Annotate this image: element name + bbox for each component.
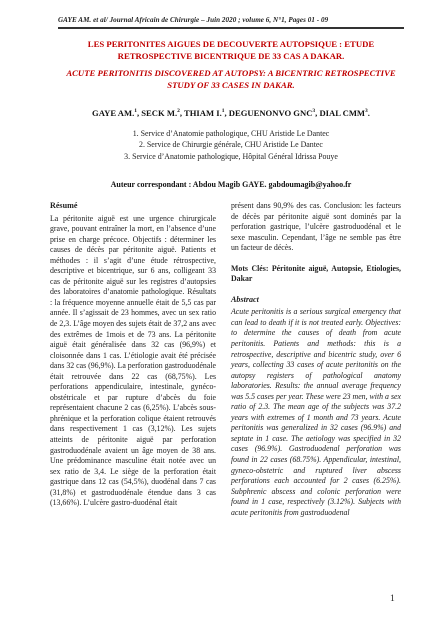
- author-list: GAYE AM.$^1$, SECK M.$^2$, THIAM I.$^1$, DEGUENONVO GNC$^3$, DIAL CMM$^3$.: [92, 108, 370, 118]
- author-affiliation-mark: 3: [312, 108, 316, 115]
- page-number: 1: [390, 594, 395, 604]
- abstract-text: Acute peritonitis is a serious surgical emergency that can lead to death if it is not treated early. Objectives: to determine the causes of death from acute peritonitis. Patients and methods: this is a retrospective, descriptive and bicentric study, over 6 years, collecting 33 cases of acute peritonitis on the autopsy registers of pathological anatomy laboratories. Results: the annual average frequency was 5.5 cases per year. These were 23 men, with a sex ratio of 2.3. The mean age of the subjects was 37.2 years with extremes of 1 month and 73 years. Acute peritonitis was generalized in 32 cases (96.9%) and septate in 1 case. The aetiology was specified in 32 cases (96.9%). Gastroduodenal perforation was found in 22 cases (68.75%). Appendicular, intestinal, gyneco-obstetric and ruptured liver abscess perforations each accounted for 2 cases (6.25%). Subphrenic abscess and colonic perforation were found in 1 case, respectively (3.12%). Subjects with acute peritonitis from gastroduodenal: [231, 307, 401, 517]
- title-english: ACUTE PERITONITIS DISCOVERED AT AUTOPSY: A BICENTRIC RETROSPECTIVE STUDY OF 33 CASES IN DAKAR.: [66, 68, 396, 90]
- affiliation-item: 1. Service d’Anatomie pathologique, CHU Aristide Le Dantec: [132, 129, 330, 138]
- affiliation-item: 2. Service de Chirurgie générale, CHU Aristide Le Dantec: [139, 140, 323, 150]
- left-column: [50, 201, 216, 611]
- author-name: THIAM I.: [184, 108, 222, 118]
- author-name: DEGUENONVO GNC: [228, 108, 313, 118]
- affiliation-list: [58, 128, 404, 162]
- running-header: GAYE AM. et al/ Journal Africain de Chirurgie – Juin 2020 ; volume 6, N°1, Pages 01 - 09: [58, 16, 329, 24]
- abstract-heading: Abstract: [231, 294, 259, 304]
- author-name: SECK M.: [141, 108, 178, 118]
- corresponding-author: Auteur correspondant : Abdou Magib GAYE. gabdoumagib@yahoo.fr: [110, 180, 352, 189]
- resume-heading: Résumé: [50, 201, 78, 210]
- author-affiliation-mark: 2: [177, 108, 180, 115]
- affiliation-item: 3. Service d’Anatomie pathologique, Hôpital Général Idrissa Pouye: [124, 151, 338, 161]
- resume-text-continued: présent dans 90,9% des cas. Conclusion: les facteurs de décès par péritonite aiguë sont dominés par la perforation gastrique, l’ulcère gastroduodénal et le sexe masculin. Cependant, l’âge ne semble pas être un facteur de décès.: [231, 201, 401, 253]
- author-affiliation-mark: 1: [221, 108, 225, 115]
- author-affiliation-mark: 1: [134, 108, 137, 115]
- resume-text: La péritonite aiguë est une urgence chirurgicale grave, pouvant entraîner la mort, en l’absence d’une prise en charge précoce. Objectifs : déterminer les causes de décès par péritonite aiguë. Patients et méthodes : il s’agit d’une étude rétrospective, descriptive et bicentrique, sur 6 ans, colligeant 33 cas de péritonite aiguë sur les registres d’autopsies des laboratoires d’anatomie pathologique. Résultats : la fréquence moyenne annuelle était de 5,5 cas par année. Il s’agissait de 23 hommes, avec un sex ratio de 2,3. L’âge moyen des sujets était de 37,2 ans avec des extrêmes de 1mois et de 73 ans. La péritonite aiguë était généralisée dans 32 cas (96,9%) et cloisonnée dans 1 cas. L’étiologie avait été précisée dans 32 cas (96,9%). La perforation gastroduodénale était retrouvée dans 22 cas (68,75%). Les perforations appendiculaire, intestinale, gynéco-obstétricale et par rupture d’abcès du foie représentaient chacune 2 cas (6,25%). L’abcès sous-phrénique et la perforation colique étaient retrouvés dans respectivement 1 cas (3,12%). Les sujets atteints de péritonite aiguë par perforation gastroduodénale avaient un âge moyen de 38 ans. Une prédominance masculine était notée avec un sex ratio de 3,4. Le siège de la perforation était gastrique dans 12 cas (54,5%), duodénal dans 7 cas (31,8%) et gastroduodénale étendue dans 3 cas (13,66%). L’ulcère gastro-duodénal était: [50, 213, 216, 508]
- author-name: DIAL CMM: [319, 108, 366, 118]
- author-affiliation-mark: 3: [365, 108, 368, 115]
- keywords: Mots Clés: Péritonite aiguë, Autopsie, Etiologies, Dakar: [231, 263, 401, 284]
- author-name: GAYE AM.: [92, 108, 135, 118]
- right-column: [231, 201, 401, 611]
- title-french: LES PERITONITES AIGUES DE DECOUVERTE AUTOPSIQUE : ETUDE RETROSPECTIVE BICENTRIQUE DE 33 CAS A DAKAR.: [87, 39, 375, 61]
- header-rule: [58, 27, 404, 29]
